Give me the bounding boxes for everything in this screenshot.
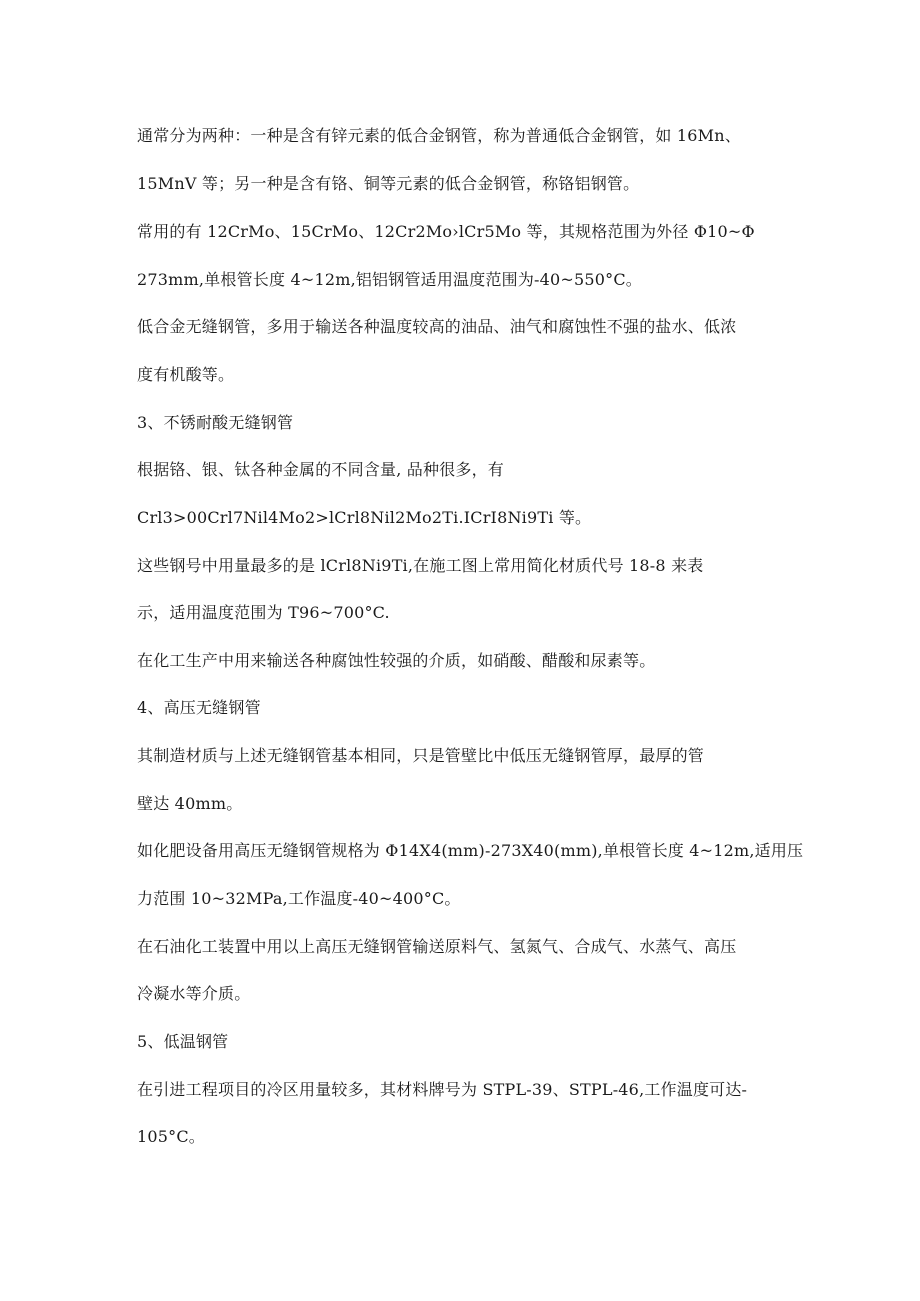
paragraph-line: 力范围 10~32MPa,工作温度-40~400°C。 bbox=[137, 889, 461, 908]
section-heading: 4、高压无缝钢管 bbox=[137, 698, 261, 717]
paragraph-line: 通常分为两种：一种是含有锌元素的低合金钢管，称为普通低合金钢管，如 16Mn、 bbox=[137, 126, 741, 145]
paragraph-line: 冷凝水等介质。 bbox=[137, 984, 251, 1003]
section-heading: 3、不锈耐酸无缝钢管 bbox=[137, 413, 294, 432]
paragraph-line: 常用的有 12CrMo、15CrMo、12Cr2Mo›lCr5Mo 等，其规格范围为外径 Φ10~Φ bbox=[137, 222, 755, 241]
paragraph-line: 105°C。 bbox=[137, 1127, 205, 1146]
paragraph-line: 273mm,单根管长度 4~12m,铝铝钢管适用温度范围为-40~550°C。 bbox=[137, 270, 643, 289]
paragraph-line: 示，适用温度范围为 T96~700°C. bbox=[137, 603, 390, 622]
paragraph-line: 其制造材质与上述无缝钢管基本相同，只是管壁比中低压无缝钢管厚，最厚的管 bbox=[137, 746, 705, 765]
paragraph-line: Crl3>00Crl7Nil4Mo2>lCrl8Nil2Mo2Ti.ICrI8Ni9Ti 等。 bbox=[137, 508, 592, 527]
paragraph-line: 壁达 40mm。 bbox=[137, 794, 243, 813]
paragraph-line: 在化工生产中用来输送各种腐蚀性较强的介质，如硝酸、醋酸和尿素等。 bbox=[137, 651, 656, 670]
paragraph-line: 这些钢号中用量最多的是 lCrl8Ni9Ti,在施工图上常用简化材质代号 18-8 来表 bbox=[137, 556, 704, 575]
paragraph-line: 根据铬、银、钛各种金属的不同含量, 品种很多，有 bbox=[137, 460, 504, 479]
paragraph-line: 如化肥设备用高压无缝钢管规格为 Φ14X4(mm)-273X40(mm),单根管长度 4~12m,适用压 bbox=[137, 841, 804, 860]
paragraph-line: 低合金无缝钢管，多用于输送各种温度较高的油品、油气和腐蚀性不强的盐水、低浓 bbox=[137, 317, 737, 336]
section-heading: 5、低温钢管 bbox=[137, 1032, 229, 1051]
paragraph-line: 在引进工程项目的冷区用量较多，其材料牌号为 STPL-39、STPL-46,工作温度可达- bbox=[137, 1080, 748, 1099]
paragraph-line: 在石油化工装置中用以上高压无缝钢管输送原料气、氢氮气、合成气、水蒸气、高压 bbox=[137, 937, 737, 956]
paragraph-line: 度有机酸等。 bbox=[137, 365, 235, 384]
paragraph-line: 15MnV 等；另一种是含有铬、铜等元素的低合金钢管，称铬铝钢管。 bbox=[137, 174, 640, 193]
